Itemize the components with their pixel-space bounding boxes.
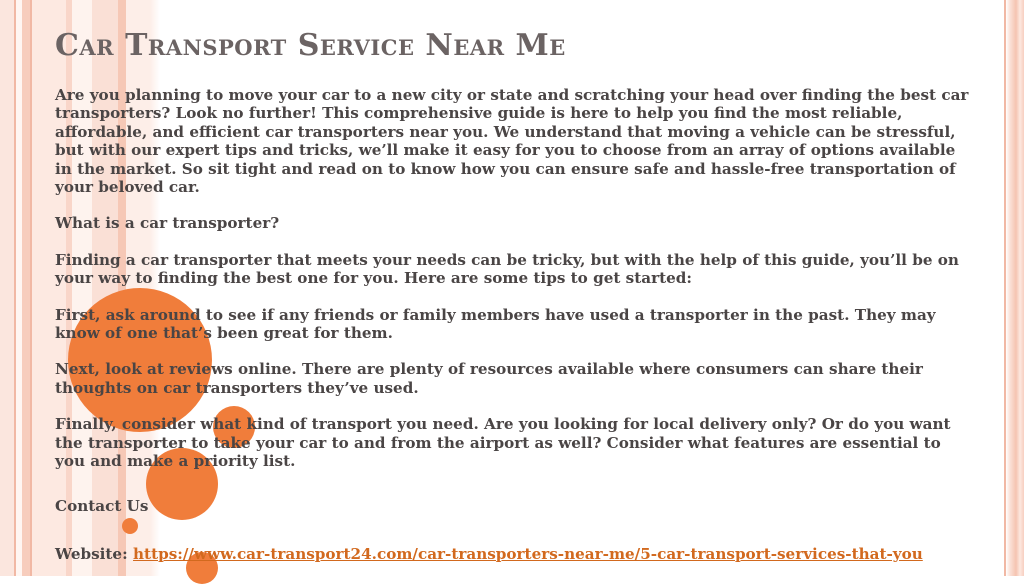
decorative-stripes-right xyxy=(1006,0,1024,576)
frame-line xyxy=(30,0,32,576)
website-link[interactable]: https://www.car-transport24.com/car-transporters-near-me/5-car-transport-services-that-you xyxy=(133,544,923,563)
intro-paragraph: Are you planning to move your car to a new city or state and scratching your head over finding the best car transporters? Look no further! This comprehensive guide is here to help you find the most reliable, affordable, and efficient car transporters near you. We understand that moving a vehicle can be stressful, but with our expert tips and tricks, we’ll make it easy for you to choose from an array of options available in the market. So sit tight and read on to know how you can ensure safe and hassle-free transportation of your beloved car. xyxy=(55,86,969,197)
tip-next-paragraph: Next, look at reviews online. There are plenty of resources available where consumers can share their thoughts on car transporters they’ve used. xyxy=(55,360,923,397)
slide-title: Car Transport Service Near Me xyxy=(55,28,566,63)
website-label: Website: xyxy=(55,544,128,563)
section-heading: What is a car transporter? xyxy=(55,214,280,233)
tips-intro-paragraph: Finding a car transporter that meets your needs can be tricky, but with the help of this guide, you’ll be on your way to finding the best one for you. Here are some tips to get started: xyxy=(55,250,959,288)
tip-first-paragraph: First, ask around to see if any friends or family members have used a transporter in the past. They may know of one that’s been great for them. xyxy=(55,305,936,343)
frame-line xyxy=(14,0,16,576)
tip-finally-paragraph: Finally, consider what kind of transport you need. Are you looking for local delivery only? Or do you want the transporter to take your car to and from the airport as well? Consider what features are essential to you and make a priority list. xyxy=(55,415,951,471)
slide-content xyxy=(55,28,975,563)
contact-label: Contact Us xyxy=(55,496,149,515)
website-row xyxy=(55,545,975,563)
